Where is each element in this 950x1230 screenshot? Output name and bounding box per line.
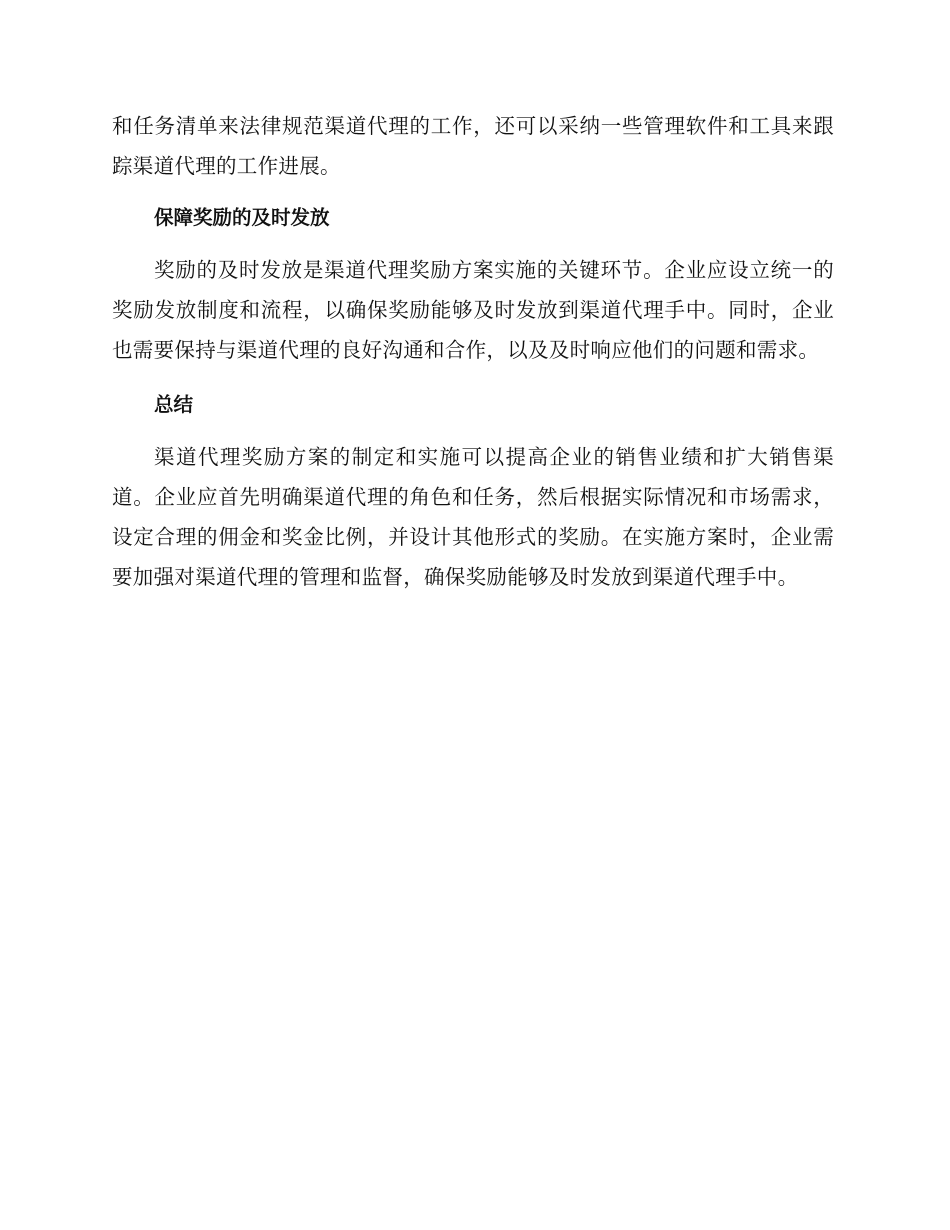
section-heading-reward-distribution: 保障奖励的及时发放 — [154, 206, 330, 229]
section-body-reward-distribution: 奖励的及时发放是渠道代理奖励方案实施的关键环节。企业应设立统一的奖励发放制度和流程，以确保奖励能够及时发放到渠道代理手中。同时，企业也需要保持与渠道代理的良好沟通和合作，以及及时响应他们的问题和需求。 — [112, 258, 834, 362]
section-body-summary: 渠道代理奖励方案的制定和实施可以提高企业的销售业绩和扩大销售渠道。企业应首先明确渠道代理的角色和任务，然后根据实际情况和市场需求，设定合理的佣金和奖金比例，并设计其他形式的奖励。在实施方案时，企业需要加强对渠道代理的管理和监督，确保奖励能够及时发放到渠道代理手中。 — [112, 445, 834, 589]
section-heading-summary: 总结 — [154, 393, 194, 416]
continuation-paragraph: 和任务清单来法律规范渠道代理的工作，还可以采纳一些管理软件和工具来跟踪渠道代理的工作进展。 — [112, 114, 834, 178]
document-page — [112, 106, 834, 597]
